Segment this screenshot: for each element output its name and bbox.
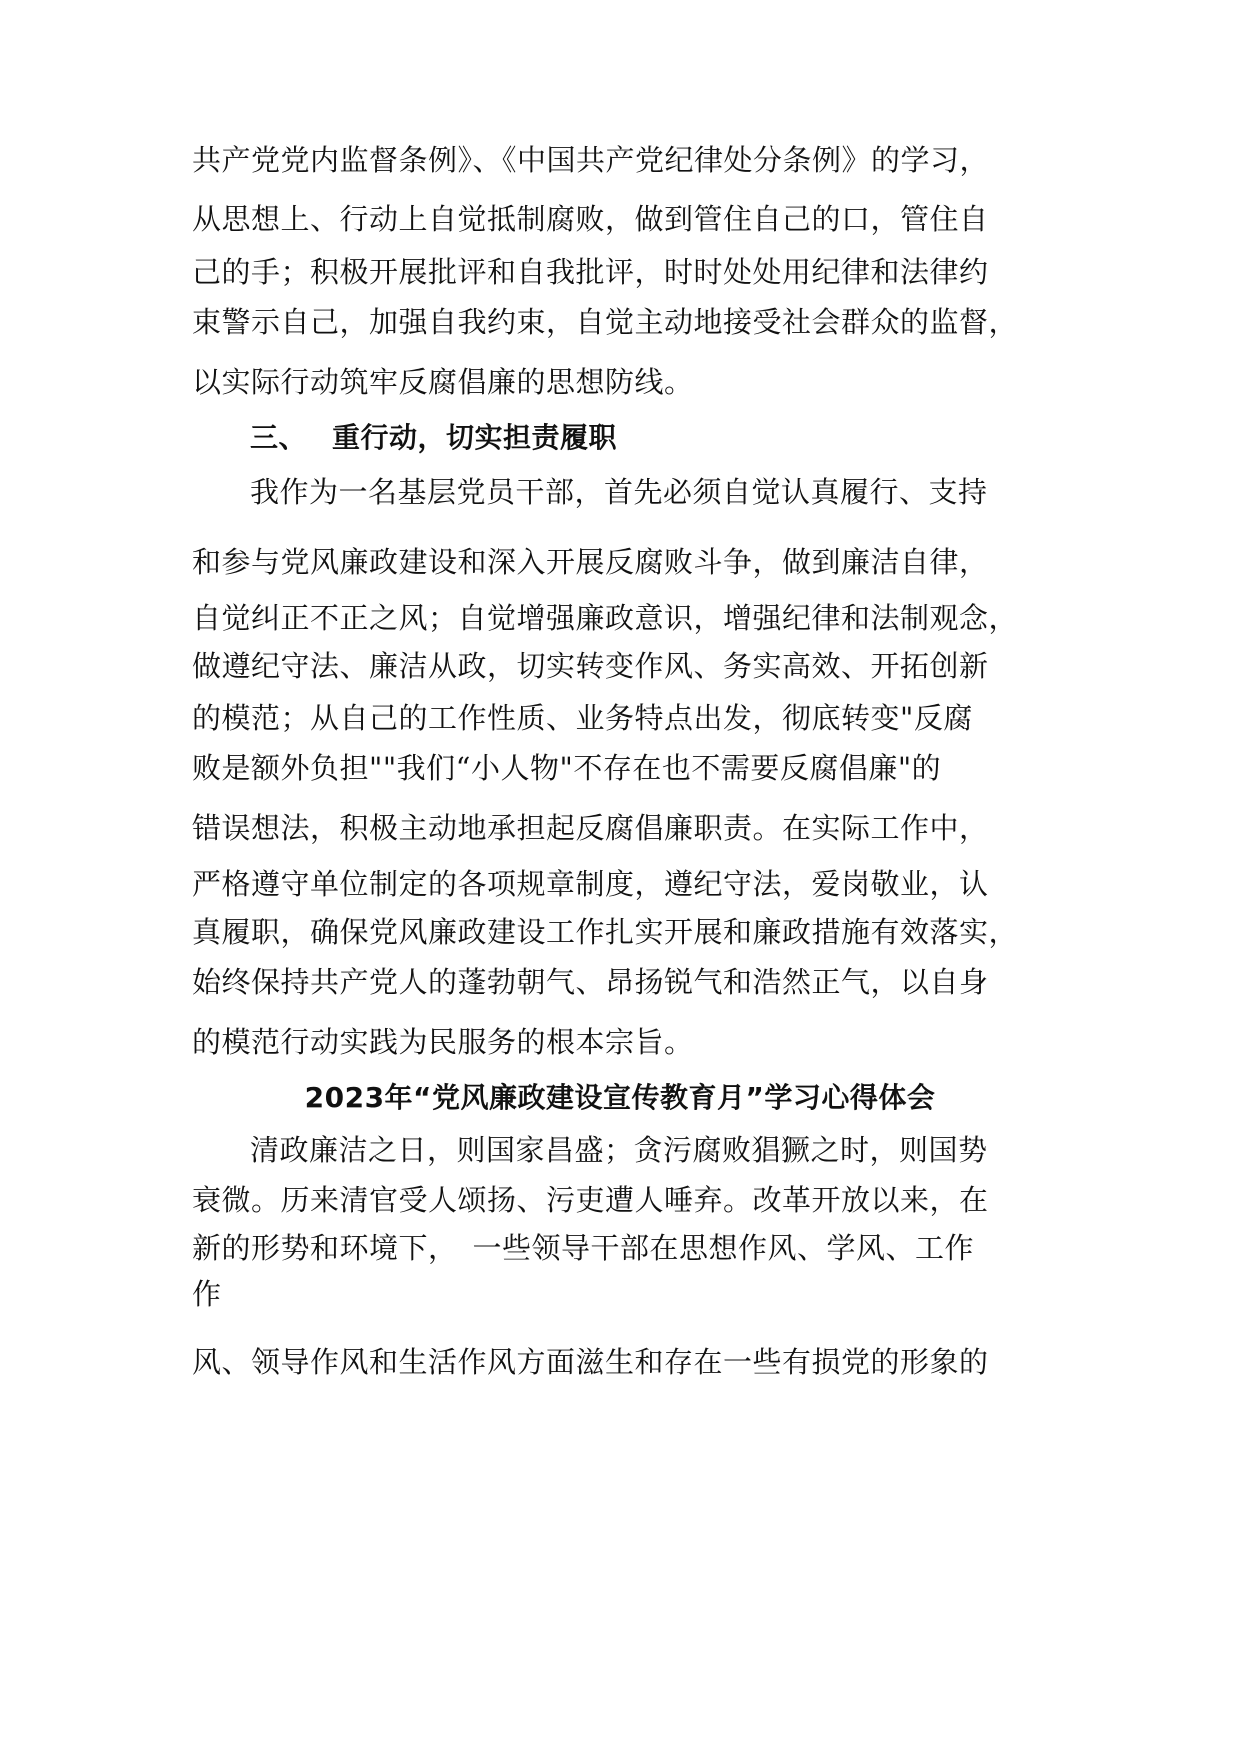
article-title: 2023年“党风廉政建设宣传教育月”学习心得体会	[304, 1081, 936, 1114]
paragraph-line: 己的手；积极开展批评和自我批评，时时处处用纪律和法律约	[192, 255, 989, 289]
section-title: 重行动，切实担责履职	[332, 421, 618, 454]
paragraph-line: 我作为一名基层党员干部，首先必须自觉认真履行、支持	[250, 475, 988, 509]
paragraph-line: 败是额外负担""我们“小人物"不存在也不需要反腐倡廉"的	[192, 751, 942, 785]
paragraph-line: 自觉纠正不正之风；自觉增强廉政意识，增强纪律和法制观念，	[192, 601, 1019, 635]
paragraph-line: 束警示自己，加强自我约束，自觉主动地接受社会群众的监督，	[192, 305, 1019, 339]
paragraph-line: 的模范；从自己的工作性质、业务特点出发，彻底转变"反腐	[192, 701, 973, 735]
section-number: 三、	[250, 421, 308, 454]
paragraph-line: 以实际行动筑牢反腐倡廉的思想防线。	[192, 365, 694, 399]
paragraph-line: 衰微。历来清官受人颂扬、污吏遭人唾弃。改革开放以来，在	[192, 1183, 989, 1217]
paragraph-line: 的模范行动实践为民服务的根本宗旨。	[192, 1025, 694, 1059]
paragraph-line: 错误想法，积极主动地承担起反腐倡廉职责。在实际工作中，	[192, 811, 989, 845]
section-heading	[250, 418, 617, 458]
paragraph-line: 做遵纪守法、廉洁从政，切实转变作风、务实高效、开拓创新	[192, 649, 989, 683]
paragraph-line: 风、领导作风和生活作风方面滋生和存在一些有损党的形象的	[192, 1345, 989, 1379]
paragraph-line: 始终保持共产党人的蓬勃朝气、昂扬锐气和浩然正气，以自身	[192, 965, 989, 999]
paragraph-line: 从思想上、行动上自觉抵制腐败，做到管住自己的口，管住自	[192, 202, 989, 236]
paragraph-line: 和参与党风廉政建设和深入开展反腐败斗争，做到廉洁自律，	[192, 545, 989, 579]
paragraph-line: 共产党党内监督条例》、《中国共产党纪律处分条例》的学习，	[192, 143, 990, 177]
paragraph-line: 清政廉洁之日，则国家昌盛；贪污腐败猖獗之时，则国势	[250, 1133, 988, 1167]
paragraph-line: 真履职，确保党风廉政建设工作扎实开展和廉政措施有效落实，	[192, 915, 1019, 949]
paragraph-line: 新的形势和环境下， 一些领导干部在思想作风、学风、工作	[192, 1231, 975, 1265]
paragraph-line: 严格遵守单位制定的各项规章制度，遵纪守法，爱岗敬业，认	[192, 867, 989, 901]
paragraph-line: 作	[192, 1277, 222, 1311]
